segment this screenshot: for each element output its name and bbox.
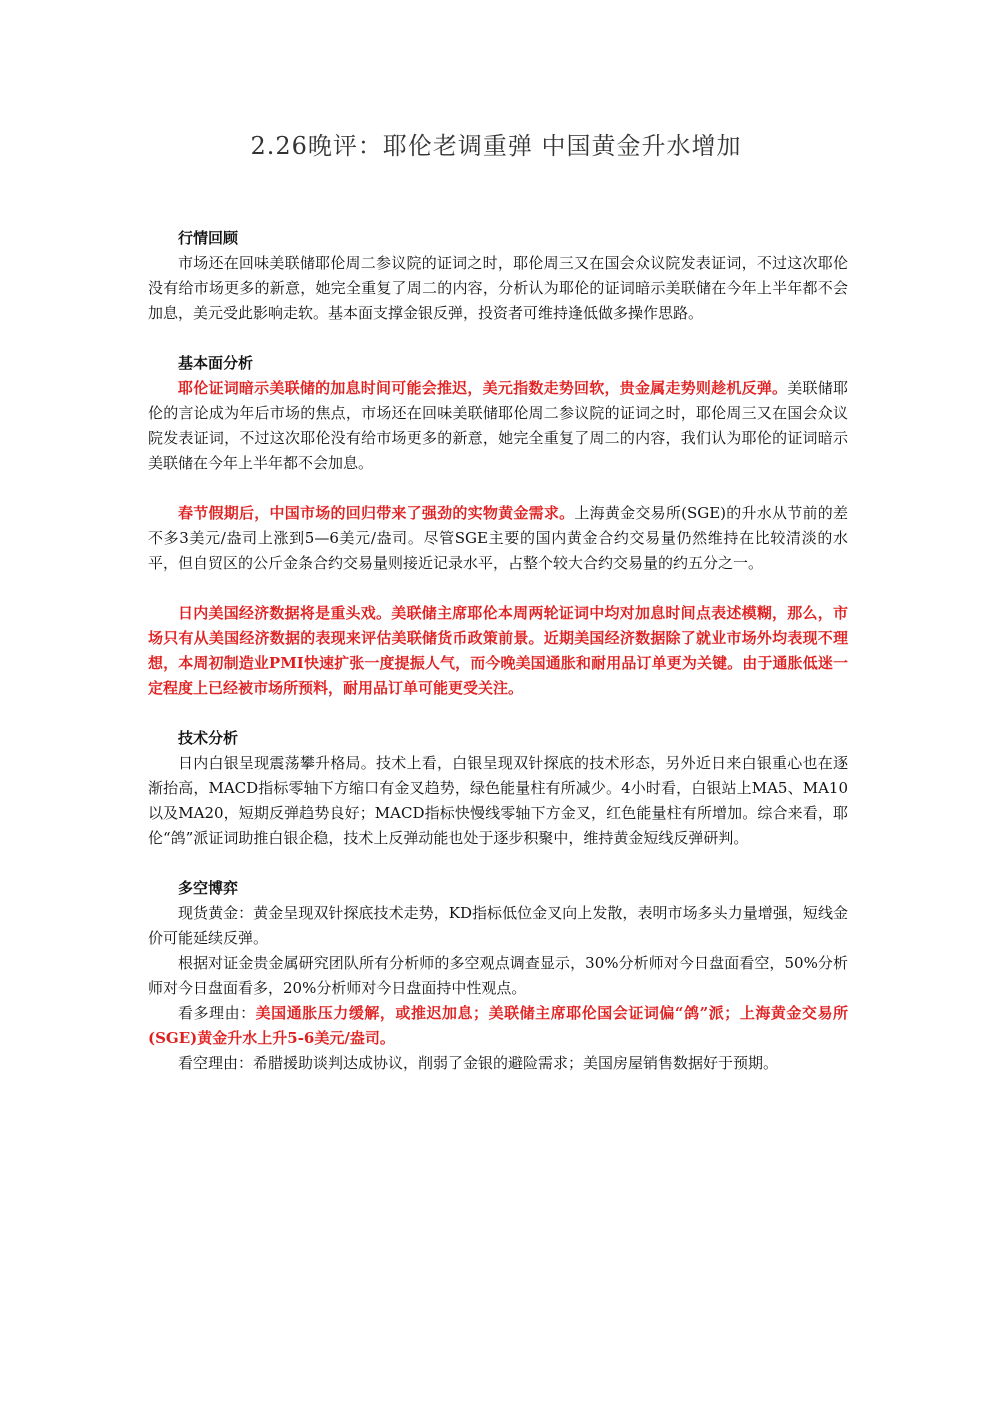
longshort-paragraph-1: 现货黄金：黄金呈现双针探底技术走势，KD指标低位金叉向上发散，表明市场多头力量增强，短线金价可能延续反弹。 <box>148 904 848 947</box>
spacer <box>148 576 848 601</box>
fundamental-text-2: 上海黄金交易所(SGE)的升水从节前的差不多3美元/盎司上涨到5—6美元/盎司。尽管SGE主要的国内黄金合约交易量仍然维持在比较清淡的水平，但自贸区的公斤金条合约交易量则接近记录水平，占整个较大合约交易量的约五分之一。 <box>148 504 848 572</box>
page-title: 2.26晚评：耶伦老调重弹 中国黄金升水增加 <box>250 132 742 160</box>
spacer <box>148 851 848 876</box>
spacer <box>148 476 848 501</box>
spacer <box>148 701 848 726</box>
longshort-paragraph-4: 看空理由：希腊援助谈判达成协议，削弱了金银的避险需求；美国房屋销售数据好于预期。 <box>178 1054 779 1072</box>
article-body <box>148 226 848 1076</box>
section-heading-fundamental: 基本面分析 <box>178 354 254 372</box>
longshort-paragraph-3 <box>148 1001 848 1051</box>
bullish-label: 看多理由： <box>178 1004 256 1022</box>
fundamental-highlight-1: 耶伦证词暗示美联储的加息时间可能会推迟，美元指数走势回软，贵金属走势则趁机反弹。 <box>178 379 788 397</box>
section-heading-technical: 技术分析 <box>178 729 239 747</box>
longshort-paragraph-2: 根据对证金贵金属研究团队所有分析师的多空观点调查显示，30%分析师对今日盘面看空，50%分析师对今日盘面看多，20%分析师对今日盘面持中性观点。 <box>148 954 848 997</box>
fundamental-paragraph-1 <box>148 376 848 476</box>
bullish-reasons: 美国通胀压力缓解，或推迟加息；美联储主席耶伦国会证词偏“鸽”派；上海黄金交易所(SGE)黄金升水上升5-6美元/盎司。 <box>148 1004 848 1047</box>
fundamental-highlight-2: 春节假期后，中国市场的回归带来了强劲的实物黄金需求。 <box>178 504 575 522</box>
fundamental-text-1: 美联储耶伦的言论成为年后市场的焦点，市场还在回味美联储耶伦周二参议院的证词之时，耶伦周三又在国会众议院发表证词，不过这次耶伦没有给市场更多的新意，她完全重复了周二的内容，我们认为耶伦的证词暗示美联储在今年上半年都不会加息。 <box>148 379 848 472</box>
review-paragraph: 市场还在回味美联储耶伦周二参议院的证词之时，耶伦周三又在国会众议院发表证词，不过这次耶伦没有给市场更多的新意，她完全重复了周二的内容，分析认为耶伦的证词暗示美联储在今年上半年都不会加息，美元受此影响走软。基本面支撑金银反弹，投资者可维持逢低做多操作思路。 <box>148 254 848 322</box>
technical-paragraph: 日内白银呈现震荡攀升格局。技术上看，白银呈现双针探底的技术形态，另外近日来白银重心也在逐渐抬高，MACD指标零轴下方缩口有金叉趋势，绿色能量柱有所减少。4小时看，白银站上MA5、MA10以及MA20，短期反弹趋势良好；MACD指标快慢线零轴下方金叉，红色能量柱有所增加。综合来看，耶伦“鸽”派证词助推白银企稳，技术上反弹动能也处于逐步积聚中，维持黄金短线反弹研判。 <box>148 754 848 847</box>
spacer <box>148 326 848 351</box>
section-heading-review: 行情回顾 <box>178 229 239 247</box>
fundamental-paragraph-3: 日内美国经济数据将是重头戏。美联储主席耶伦本周两轮证词中均对加息时间点表述模糊，那么，市场只有从美国经济数据的表现来评估美联储货币政策前景。近期美国经济数据除了就业市场外均表现不理想，本周初制造业PMI快速扩张一度提振人气，而今晚美国通胀和耐用品订单更为关键。由于通胀低迷一定程度上已经被市场所预料，耐用品订单可能更受关注。 <box>148 604 848 697</box>
fundamental-paragraph-2 <box>148 501 848 576</box>
section-heading-longshort: 多空博弈 <box>178 879 239 897</box>
